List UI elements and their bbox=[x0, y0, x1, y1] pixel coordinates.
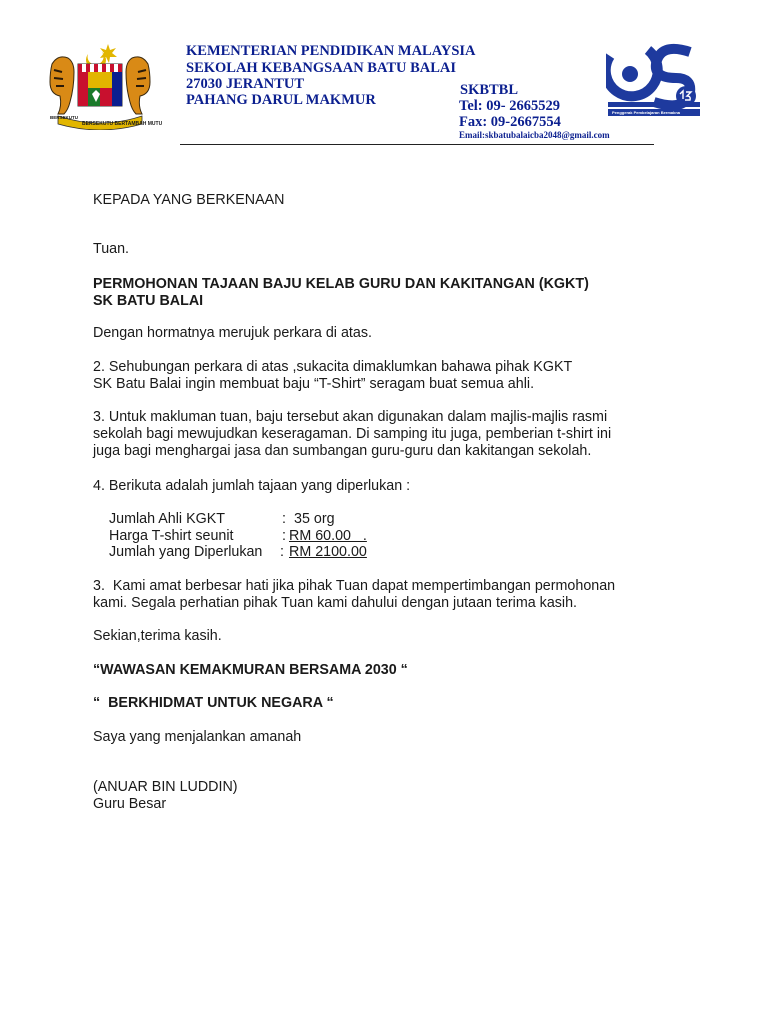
school-postcode-town: 27030 JERANTUT bbox=[186, 76, 305, 92]
item-sep-members: : bbox=[282, 511, 286, 527]
signatory-name: (ANUAR BIN LUDDIN) bbox=[93, 779, 238, 795]
paragraph-4: 4. Berikuta adalah jumlah tajaan yang diperlukan : bbox=[93, 478, 411, 494]
signatory-title: Guru Besar bbox=[93, 796, 167, 812]
school-name: SEKOLAH KEBANGSAAN BATU BALAI bbox=[186, 60, 457, 76]
letterhead-divider bbox=[180, 144, 654, 145]
recipient-line: KEPADA YANG BERKENAAN bbox=[93, 192, 285, 208]
school-state: PAHANG DARUL MAKMUR bbox=[186, 92, 376, 108]
crest-motto: BERSEKUTU BERTAMBAH MUTU bbox=[82, 121, 163, 127]
crest-left-ribbon: BERSEKUTU bbox=[50, 115, 79, 120]
transformation-program-logo bbox=[606, 42, 702, 118]
ministry-name: KEMENTERIAN PENDIDIKAN MALAYSIA bbox=[186, 43, 476, 59]
item-value-total: RM 2100.00 bbox=[289, 544, 367, 560]
item-value-unit-price: RM 60.00 . bbox=[289, 528, 367, 544]
school-code: SKBTBL bbox=[460, 82, 519, 98]
item-label-total: Jumlah yang Diperlukan bbox=[109, 544, 263, 560]
paragraph-2-line-1: 2. Sehubungan perkara di atas ,sukacita dimaklumkan bahawa pihak KGKT bbox=[93, 359, 573, 375]
paragraph-5-line-1: 3. Kami amat berbesar hati jika pihak Tuan dapat mempertimbangan permohonan bbox=[93, 578, 616, 594]
salutation: Tuan. bbox=[93, 241, 130, 257]
item-sep-total: : bbox=[280, 544, 284, 560]
school-fax: Fax: 09-2667554 bbox=[459, 114, 561, 130]
item-sep-unit-price: : bbox=[282, 528, 286, 544]
trust-line: Saya yang menjalankan amanah bbox=[93, 729, 302, 745]
subject-line-2: SK BATU BALAI bbox=[93, 293, 204, 309]
item-label-members: Jumlah Ahli KGKT bbox=[109, 511, 226, 527]
paragraph-5-line-2: kami. Segala perhatian pihak Tuan kami dahului dengan jutaan terima kasih. bbox=[93, 595, 578, 611]
item-label-unit-price: Harga T-shirt seunit bbox=[109, 528, 234, 544]
slogan-1: “WAWASAN KEMAKMURAN BERSAMA 2030 “ bbox=[93, 662, 408, 678]
paragraph-3-line-1: 3. Untuk makluman tuan, baju tersebut akan digunakan dalam majlis-majlis rasmi bbox=[93, 409, 608, 425]
slogan-2: “ BERKHIDMAT UNTUK NEGARA “ bbox=[93, 695, 334, 711]
closing: Sekian,terima kasih. bbox=[93, 628, 222, 644]
subject-line-1: PERMOHONAN TAJAAN BAJU KELAB GURU DAN KAKITANGAN (KGKT) bbox=[93, 276, 589, 292]
paragraph-3-line-3: juga bagi menghargai jasa dan sumbangan guru-guru dan kakitangan sekolah. bbox=[93, 443, 592, 459]
letterhead bbox=[0, 0, 768, 150]
school-tel: Tel: 09- 2665529 bbox=[459, 98, 560, 114]
school-email: Email:skbatubalaicba2048@gmail.com bbox=[459, 130, 610, 140]
paragraph-3-line-2: sekolah bagi mewujudkan keseragaman. Di samping itu juga, pemberian t-shirt ini bbox=[93, 426, 612, 442]
opening-paragraph: Dengan hormatnya merujuk perkara di atas. bbox=[93, 325, 372, 341]
logo-caption: Penggerak Pembelajaran Bermakna bbox=[612, 110, 681, 115]
item-value-members: 35 org bbox=[294, 511, 335, 527]
paragraph-2-line-2: SK Batu Balai ingin membuat baju “T-Shirt” seragam buat semua ahli. bbox=[93, 376, 535, 392]
